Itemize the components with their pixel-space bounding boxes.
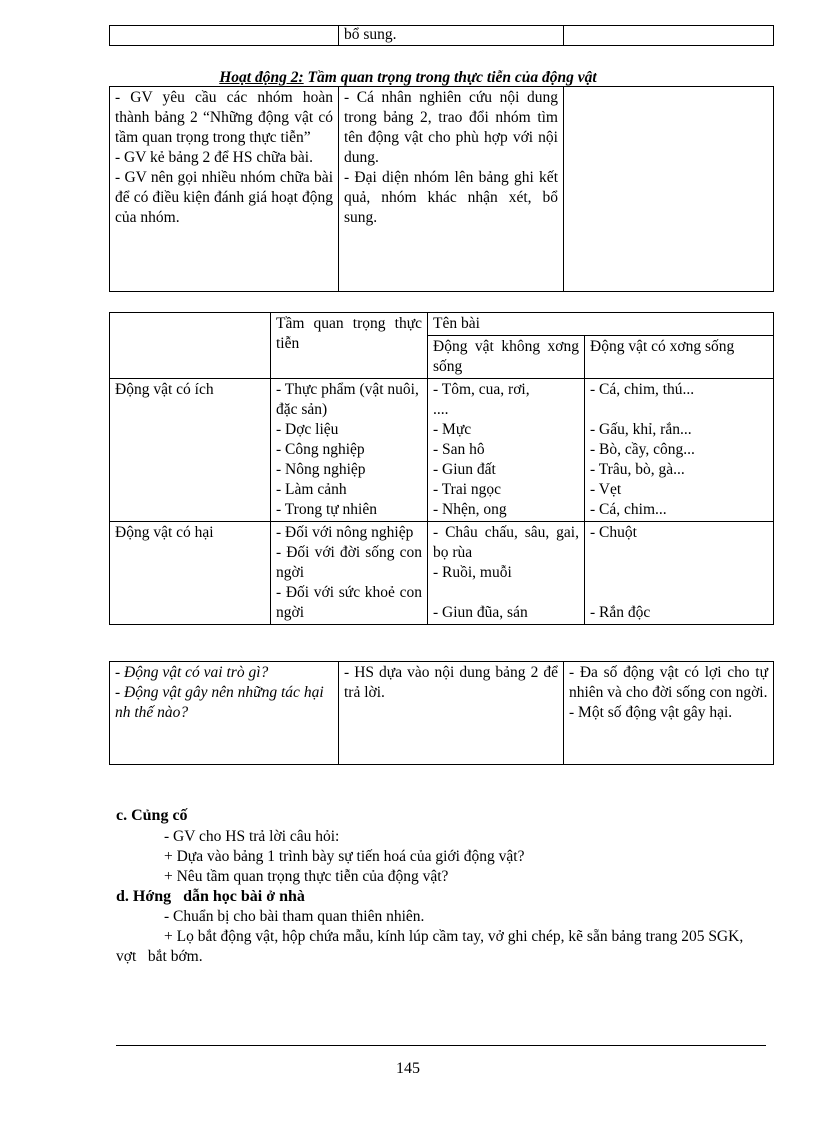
harmful-vertebrate-line (590, 543, 768, 563)
harmful-invertebrate-line: - Châu chấu, sâu, gai, bọ rùa (433, 524, 579, 561)
question-table (109, 661, 774, 765)
useful-invertebrate-line: - Mực (433, 421, 472, 438)
useful-vertebrate-line (590, 400, 768, 420)
useful-vertebrate-cell (585, 379, 774, 522)
activity-2-title: Tầm quan trọng trong thực tiễn của động vật (303, 69, 597, 86)
section-d-line: + Lọ bắt động vật, hộp chứa mẫu, kính lúp cầm tay, vở ghi chép, kẽ sẵn bảng trang 205 SGK, vợt bắt bớm. (116, 928, 748, 965)
continuation-cell-3 (564, 26, 774, 46)
useful-importance-line: - Nông nghiệp (276, 461, 366, 478)
useful-invertebrate-line: - Nhện, ong (433, 501, 507, 518)
student-line: - Cá nhân nghiên cứu nội dung trong bảng 2, trao đổi nhóm tìm tên động vật cho phù hợp với nội dung. (344, 89, 558, 166)
teacher-line: - GV nên gọi nhiều nhóm chữa bài để có điều kiện đánh giá hoạt động của nhóm. (115, 169, 333, 226)
teacher-line: - GV yêu cầu các nhóm hoàn thành bảng 2 “Những động vật có tầm quan trọng trong thực tiễn” (115, 89, 333, 146)
continuation-table (109, 25, 774, 46)
useful-importance-line: - Dợc liệu (276, 421, 339, 438)
harmful-invertebrate-cell (428, 522, 585, 625)
useful-invertebrate-cell (428, 379, 585, 522)
harmful-vertebrate-line (590, 583, 768, 603)
harmful-invertebrate-line: - Giun đũa, sán (433, 604, 528, 621)
useful-invertebrate-line: - San hô (433, 441, 485, 458)
harmful-invertebrate-line: - Ruồi, muỗi (433, 564, 512, 581)
section-c-line: + Dựa vào bảng 1 trình bày sự tiến hoá của giới động vật? (164, 848, 525, 865)
importance-table (109, 312, 774, 625)
activity-2-heading (0, 68, 816, 88)
conclusion-line: - Một số động vật gây hại. (569, 704, 733, 721)
teacher-line: - GV kẻ bảng 2 để HS chữa bài. (115, 149, 313, 166)
teacher-activity-cell (110, 87, 339, 292)
page-number: 145 (396, 1060, 420, 1077)
section-d-title: d. Hớng dẫn học bài ở nhà (116, 888, 305, 905)
useful-invertebrate-line: - Giun đất (433, 461, 496, 478)
harmful-importance-cell (271, 522, 428, 625)
useful-vertebrate-line: - Vẹt (590, 481, 622, 498)
useful-vertebrate-line: - Gấu, khỉ, rắn... (590, 421, 692, 438)
useful-importance-line: - Công nghiệp (276, 441, 365, 458)
continuation-cell-2: bổ sung. (339, 26, 564, 46)
header-empty-cell (110, 313, 271, 379)
harmful-vertebrate-line: - Rắn độc (590, 604, 651, 621)
questions-cell (110, 662, 339, 765)
useful-importance-line: - Thực phẩm (vật nuôi, đặc sản) (276, 381, 419, 418)
group-label-useful: Động vật có ích (110, 379, 271, 522)
useful-vertebrate-line: - Trâu, bò, gà... (590, 461, 685, 478)
footer-rule (116, 1045, 766, 1046)
section-c-line: + Nêu tầm quan trọng thực tiễn của động vật? (164, 868, 449, 885)
header-importance: Tầm quan trọng thực tiễn (271, 313, 428, 379)
useful-invertebrate-line: - Tôm, cua, rơi, .... (433, 381, 530, 418)
harmful-vertebrate-cell (585, 522, 774, 625)
student-activity-cell (339, 87, 564, 292)
harmful-vertebrate-line: - Chuột (590, 524, 637, 541)
useful-invertebrate-line: - Trai ngọc (433, 481, 502, 498)
useful-importance-cell (271, 379, 428, 522)
harmful-importance-line: - Đối với sức khoẻ con ngời (276, 584, 422, 621)
useful-vertebrate-line: - Cá, chim... (590, 501, 667, 518)
harmful-vertebrate-line (590, 563, 768, 583)
activity-2-label: Hoạt động 2: (219, 69, 304, 86)
question-line: - Động vật có vai trò gì? (115, 664, 269, 681)
harmful-importance-line: - Đối với nông nghiệp (276, 524, 414, 541)
harmful-importance-line: - Đối với đời sống con ngời (276, 544, 422, 581)
answer-cell: - HS dựa vào nội dung bảng 2 để trả lời. (339, 662, 564, 765)
useful-importance-line: - Làm cảnh (276, 481, 347, 498)
header-invertebrate: Động vật không xơng sống (428, 336, 585, 379)
section-c-title: c. Củng cố (116, 807, 188, 824)
header-name: Tên bài (428, 313, 774, 336)
conclusion-cell (564, 662, 774, 765)
section-d-line: - Chuẩn bị cho bài tham quan thiên nhiên. (164, 908, 425, 925)
continuation-cell-1 (110, 26, 339, 46)
conclusion-line: - Đa số động vật có lợi cho tự nhiên và cho đời sống con ngời. (569, 664, 768, 701)
harmful-invertebrate-line (433, 583, 579, 603)
section-c-line: - GV cho HS trả lời câu hỏi: (164, 828, 340, 845)
useful-vertebrate-line: - Bò, cầy, công... (590, 441, 695, 458)
group-label-harmful: Động vật có hại (110, 522, 271, 625)
useful-importance-line: - Trong tự nhiên (276, 501, 377, 518)
activity-2-table (109, 86, 774, 292)
useful-vertebrate-line: - Cá, chim, thú... (590, 381, 695, 398)
header-vertebrate: Động vật có xơng sống (585, 336, 774, 379)
notes-cell (564, 87, 774, 292)
student-line: - Đại diện nhóm lên bảng ghi kết quả, nhóm khác nhận xét, bổ sung. (344, 169, 558, 226)
question-line: - Động vật gây nên những tác hại nh thế nào? (115, 684, 324, 721)
